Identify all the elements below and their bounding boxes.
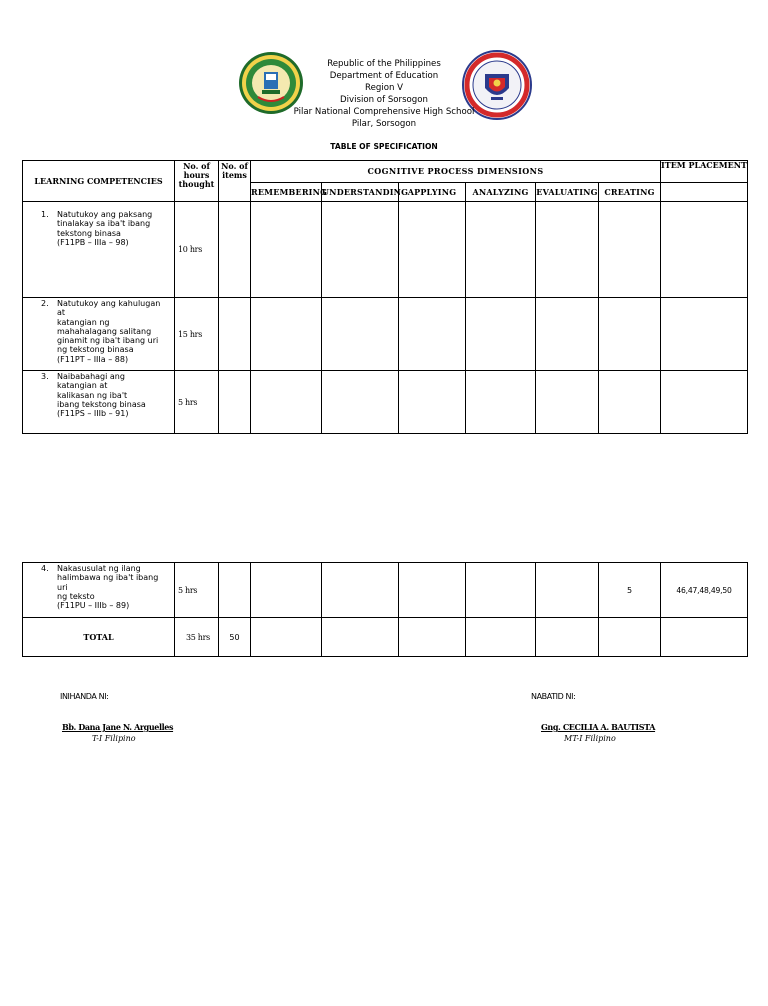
header-creating: CREATING <box>599 183 661 202</box>
placement-cell <box>661 202 748 298</box>
hours-cell: 5 hrs <box>175 371 219 434</box>
applying-cell <box>399 618 466 657</box>
competency-line: Natutukoy ang kahulugan at <box>57 299 161 318</box>
placement-subheader-cell <box>661 183 748 202</box>
competency-line: tinalakay sa iba't ibang <box>57 219 151 229</box>
analyzing-cell <box>466 298 536 371</box>
total-hours: 35 hrs <box>175 618 219 657</box>
table-row <box>23 563 748 618</box>
understanding-cell <box>322 618 399 657</box>
header-understanding: UNDERSTANDING <box>322 183 399 202</box>
competency-cell <box>23 298 175 371</box>
understanding-cell <box>322 371 399 434</box>
header-line: Pilar, Sorsogon <box>351 119 417 129</box>
header-line: Republic of the Philippines <box>327 59 441 69</box>
prepared-by-position: T-I Filipino <box>92 734 136 743</box>
header-hours: No. of hours thought <box>175 161 219 202</box>
applying-cell <box>399 202 466 298</box>
competency-line: ginamit ng iba't ibang uri <box>57 336 159 346</box>
total-items: 50 <box>219 618 251 657</box>
creating-cell <box>599 618 661 657</box>
remembering-cell <box>251 618 322 657</box>
understanding-cell <box>322 202 399 298</box>
applying-cell <box>399 371 466 434</box>
analyzing-cell <box>466 202 536 298</box>
header-line: Department of Education <box>329 71 439 81</box>
items-cell <box>219 371 251 434</box>
header-applying: APPLYING <box>399 183 466 202</box>
competency-code: (F11PT – IIIa – 88) <box>57 354 129 364</box>
header-analyzing: ANALYZING <box>466 183 536 202</box>
remembering-cell <box>251 563 322 618</box>
hours-cell: 5 hrs <box>175 563 219 618</box>
creating-cell <box>599 298 661 371</box>
competency-line: katangian ng <box>57 317 110 327</box>
competency-line: mahahalagang salitang <box>57 326 152 336</box>
competency-line: ibang tekstong binasa <box>57 399 146 409</box>
evaluating-cell <box>536 371 599 434</box>
competency-line: Naibabahagi ang katangian at <box>57 372 125 391</box>
specification-table-continued <box>22 562 748 657</box>
header-line: Region V <box>364 83 404 93</box>
total-label: TOTAL <box>23 618 175 657</box>
header-line: Division of Sorsogon <box>340 95 428 105</box>
header-item-placement: ITEM PLACEMENT <box>661 161 748 183</box>
remembering-cell <box>251 371 322 434</box>
competency-line: tekstong binasa <box>57 228 121 238</box>
competency-line: Natutukoy ang paksang <box>57 210 153 219</box>
competency-cell <box>23 371 175 434</box>
hours-cell: 10 hrs <box>175 202 219 298</box>
analyzing-cell <box>466 618 536 657</box>
placement-cell: 46,47,48,49,50 <box>661 563 748 618</box>
items-cell <box>219 202 251 298</box>
table-row <box>23 298 748 371</box>
document-title: TABLE OF SPECIFICATION <box>330 142 438 151</box>
table-row <box>23 202 748 298</box>
competency-line: ng tekstong binasa <box>57 345 134 355</box>
remembering-cell <box>251 202 322 298</box>
competency-line: Nakasusulat ng ilang <box>57 564 141 573</box>
placement-cell <box>661 298 748 371</box>
header-line: Pilar National Comprehensive High School <box>293 107 475 117</box>
competency-cell <box>23 563 175 618</box>
header-block <box>250 58 518 130</box>
understanding-cell <box>322 298 399 371</box>
noted-by-name: Gng. CECILIA A. BAUTISTA <box>541 722 656 732</box>
competency-code: (F11PS – IIIb – 91) <box>57 409 129 419</box>
hours-cell: 15 hrs <box>175 298 219 371</box>
competency-code: (F11PU – IIIb – 89) <box>57 601 130 611</box>
evaluating-cell <box>536 202 599 298</box>
competency-number: 1. <box>41 210 49 219</box>
noted-by-position: MT-I Filipino <box>564 734 616 743</box>
analyzing-cell <box>466 371 536 434</box>
items-cell <box>219 298 251 371</box>
applying-cell <box>399 563 466 618</box>
placement-cell <box>661 371 748 434</box>
prepared-by-name: Bb. Dana Jane N. Arguelles <box>62 722 174 732</box>
header-evaluating: EVALUATING <box>536 183 599 202</box>
creating-cell <box>599 371 661 434</box>
competency-line: ng teksto <box>57 591 95 601</box>
understanding-cell <box>322 563 399 618</box>
competency-line: kalikasan ng iba't <box>57 390 128 400</box>
creating-cell: 5 <box>599 563 661 618</box>
header-remembering: REMEMBERING <box>251 183 322 202</box>
items-cell <box>219 563 251 618</box>
competency-number: 3. <box>41 372 49 381</box>
header-competencies: LEARNING COMPETENCIES <box>23 161 175 202</box>
header-items: No. of items <box>219 161 251 202</box>
header-cognitive-dimensions: COGNITIVE PROCESS DIMENSIONS <box>251 161 661 183</box>
competency-code: (F11PB – IIIa – 98) <box>57 237 129 247</box>
evaluating-cell <box>536 618 599 657</box>
evaluating-cell <box>536 298 599 371</box>
placement-cell <box>661 618 748 657</box>
prepared-by-label: INIHANDA NI: <box>60 692 109 701</box>
evaluating-cell <box>536 563 599 618</box>
analyzing-cell <box>466 563 536 618</box>
applying-cell <box>399 298 466 371</box>
total-row <box>23 618 748 657</box>
competency-line: halimbawa ng iba't ibang uri <box>57 573 159 592</box>
table-row <box>23 371 748 434</box>
competency-cell <box>23 202 175 298</box>
competency-number: 4. <box>41 564 49 573</box>
noted-by-label: NABATID NI: <box>531 692 576 701</box>
remembering-cell <box>251 298 322 371</box>
specification-table <box>22 160 748 434</box>
competency-number: 2. <box>41 299 49 308</box>
creating-cell <box>599 202 661 298</box>
